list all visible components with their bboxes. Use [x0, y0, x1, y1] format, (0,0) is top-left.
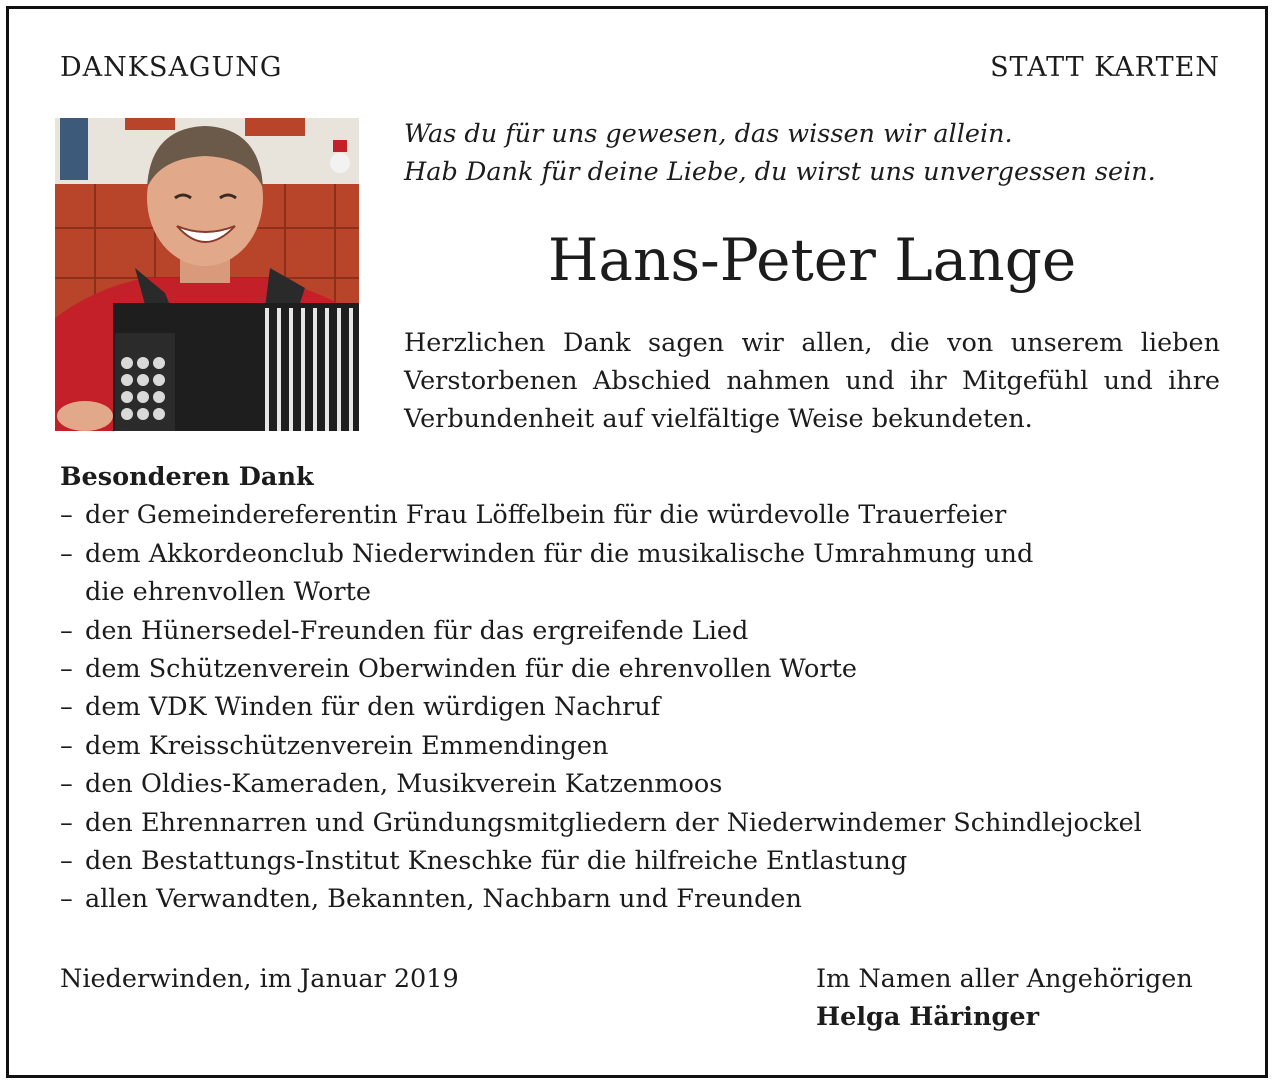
list-item: – den Bestattungs-Institut Kneschke für die hilfreiche Entlastung	[60, 842, 1240, 880]
deceased-name: Hans-Peter Lange	[547, 226, 1077, 294]
special-thanks-title: Besonderen Dank	[60, 462, 314, 492]
list-item: – dem Schützenverein Oberwinden für die ehrenvollen Worte	[60, 650, 1240, 688]
portrait-illustration	[55, 118, 359, 431]
header-danksagung: DANKSAGUNG	[60, 52, 283, 83]
list-item: – dem Kreisschützenverein Emmendingen	[60, 727, 1240, 765]
list-item: – der Gemeindereferentin Frau Löffelbein für die würdevolle Trauerfeier	[60, 496, 1240, 534]
special-thanks-list	[60, 496, 1240, 918]
signature-block	[816, 960, 1193, 1036]
list-item: – den Ehrennarren und Gründungsmitgliedern der Niederwindemer Schindlejockel	[60, 804, 1240, 842]
list-item-continuation: die ehrenvollen Worte	[85, 577, 371, 608]
list-item: – dem Akkordeonclub Niederwinden für die musikalische Umrahmung und	[60, 535, 1240, 573]
special-thanks-section	[60, 458, 1240, 919]
on-behalf-text: Im Namen aller Angehörigen	[816, 964, 1193, 994]
header-statt-karten: STATT KARTEN	[990, 52, 1220, 83]
quote-line-1: Was du für uns gewesen, das wissen wir allein.	[404, 119, 1013, 149]
list-item: – dem VDK Winden für den würdigen Nachruf	[60, 688, 1240, 726]
place-date: Niederwinden, im Januar 2019	[60, 964, 459, 994]
list-item: – den Hünersedel-Freunden für das ergreifende Lied	[60, 612, 1240, 650]
signer-name: Helga Häringer	[816, 1002, 1040, 1032]
quote-line-2: Hab Dank für deine Liebe, du wirst uns unvergessen sein.	[404, 157, 1156, 187]
list-item: – den Oldies-Kameraden, Musikverein Katzenmoos	[60, 765, 1240, 803]
portrait-photo	[55, 118, 359, 431]
thanks-paragraph: Herzlichen Dank sagen wir allen, die von unserem lieben Verstorbenen Abschied nahmen und ihr Mitgefühl und ihre Verbundenheit auf vielfältige Weise bekundeten.	[404, 328, 1220, 434]
memorial-quote	[404, 115, 1156, 191]
list-item: – allen Verwandten, Bekannten, Nachbarn und Freunden	[60, 880, 1240, 918]
